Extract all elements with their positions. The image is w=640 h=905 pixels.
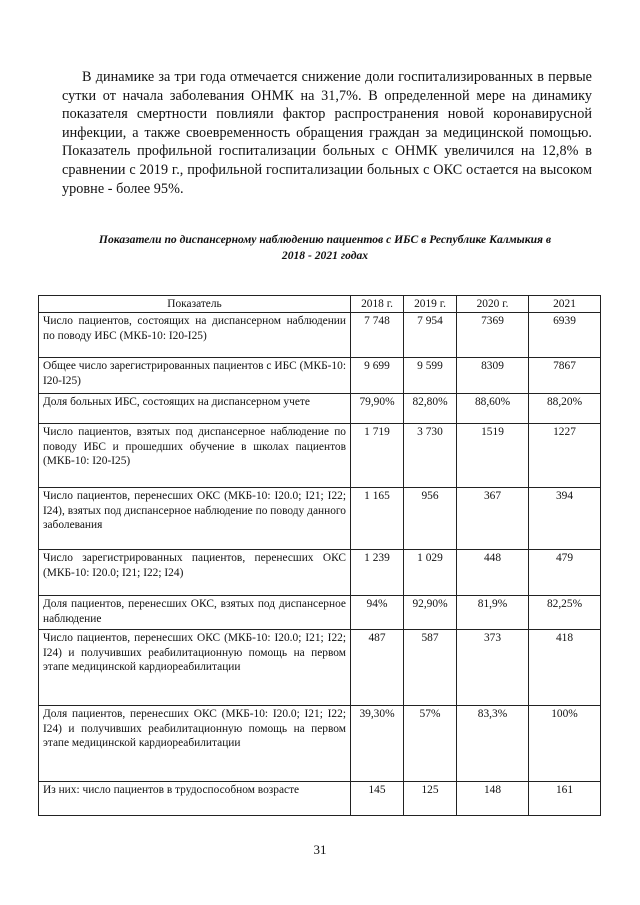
cell-2020: 8309 [457,358,529,394]
cell-2020: 367 [457,488,529,550]
cell-2019: 82,80% [404,394,457,424]
header-2018: 2018 г. [351,296,404,313]
cell-2019: 92,90% [404,596,457,630]
indicators-table [38,295,601,816]
cell-2021: 418 [529,630,601,706]
cell-2020: 83,3% [457,706,529,782]
cell-2020: 373 [457,630,529,706]
cell-2018: 94% [351,596,404,630]
cell-2021: 479 [529,550,601,596]
table-title [40,232,610,264]
cell-2018: 145 [351,782,404,816]
row-label: Число пациентов, перенесших ОКС (МКБ-10: I20.0; I21; I22; I24) и получивших реабилитационную помощь на первом этапе медицинской кардиореабилитации [39,630,351,706]
table-row [39,550,601,596]
table-row [39,488,601,550]
cell-2021: 100% [529,706,601,782]
cell-2018: 1 239 [351,550,404,596]
row-label: Доля больных ИБС, состоящих на диспансерном учете [39,394,351,424]
table-row [39,313,601,358]
cell-2018: 9 699 [351,358,404,394]
cell-2018: 39,30% [351,706,404,782]
row-label: Доля пациентов, перенесших ОКС, взятых под диспансерное наблюдение [39,596,351,630]
table-row [39,358,601,394]
header-indicator: Показатель [39,296,351,313]
table-header-row [39,296,601,313]
cell-2019: 125 [404,782,457,816]
cell-2021: 7867 [529,358,601,394]
row-label: Число зарегистрированных пациентов, перенесших ОКС (МКБ-10: I20.0; I21; I22; I24) [39,550,351,596]
row-label: Доля пациентов, перенесших ОКС (МКБ-10: I20.0; I21; I22; I24) и получивших реабилитационную помощь на первом этапе медицинской кардиореабилитации [39,706,351,782]
table-title-line-2: 2018 - 2021 годах [281,249,369,262]
cell-2021: 1227 [529,424,601,488]
cell-2021: 82,25% [529,596,601,630]
cell-2018: 1 165 [351,488,404,550]
cell-2019: 7 954 [404,313,457,358]
page-number: 31 [313,842,327,857]
cell-2019: 956 [404,488,457,550]
cell-2019: 587 [404,630,457,706]
table-title-line-1: Показатели по диспансерному наблюдению пациентов с ИБС в Республике Калмыкия в [98,233,552,246]
row-label: Число пациентов, перенесших ОКС (МКБ-10: I20.0; I21; I22; I24), взятых под диспансерное наблюдение по поводу данного заболевания [39,488,351,550]
row-label: Число пациентов, состоящих на диспансерном наблюдении по поводу ИБС (МКБ-10: I20-I25) [39,313,351,358]
row-label: Из них: число пациентов в трудоспособном возрасте [39,782,351,816]
table-row [39,706,601,782]
row-label: Общее число зарегистрированных пациентов с ИБС (МКБ-10: I20-I25) [39,358,351,394]
cell-2021: 394 [529,488,601,550]
body-paragraph: В динамике за три года отмечается снижение доли госпитализированных в первые сутки от начала заболевания ОНМК на 31,7%. В определенной мере на динамику показателя смертности повлияли фактор распространения новой коронавирусной инфекции, а также своевременность обращения граждан за медицинской помощью. Показатель профильной госпитализации больных с ОНМК увеличился на 12,8% в сравнении с 2019 г., профильной госпитализации больных с ОКС остается на высоком уровне - более 95%. [62,69,592,197]
table-row [39,782,601,816]
cell-2018: 7 748 [351,313,404,358]
cell-2019: 1 029 [404,550,457,596]
header-2021: 2021 [529,296,601,313]
cell-2020: 448 [457,550,529,596]
cell-2018: 487 [351,630,404,706]
cell-2020: 7369 [457,313,529,358]
row-label: Число пациентов, взятых под диспансерное наблюдение по поводу ИБС и прошедших обучение в школах пациентов (МКБ-10: I20-I25) [39,424,351,488]
cell-2021: 88,20% [529,394,601,424]
table-row [39,394,601,424]
cell-2018: 1 719 [351,424,404,488]
header-2020: 2020 г. [457,296,529,313]
cell-2018: 79,90% [351,394,404,424]
cell-2020: 1519 [457,424,529,488]
cell-2021: 161 [529,782,601,816]
cell-2020: 88,60% [457,394,529,424]
cell-2020: 81,9% [457,596,529,630]
header-2019: 2019 г. [404,296,457,313]
cell-2020: 148 [457,782,529,816]
cell-2019: 3 730 [404,424,457,488]
table-row [39,596,601,630]
table-row [39,424,601,488]
cell-2019: 9 599 [404,358,457,394]
cell-2021: 6939 [529,313,601,358]
cell-2019: 57% [404,706,457,782]
table-row [39,630,601,706]
